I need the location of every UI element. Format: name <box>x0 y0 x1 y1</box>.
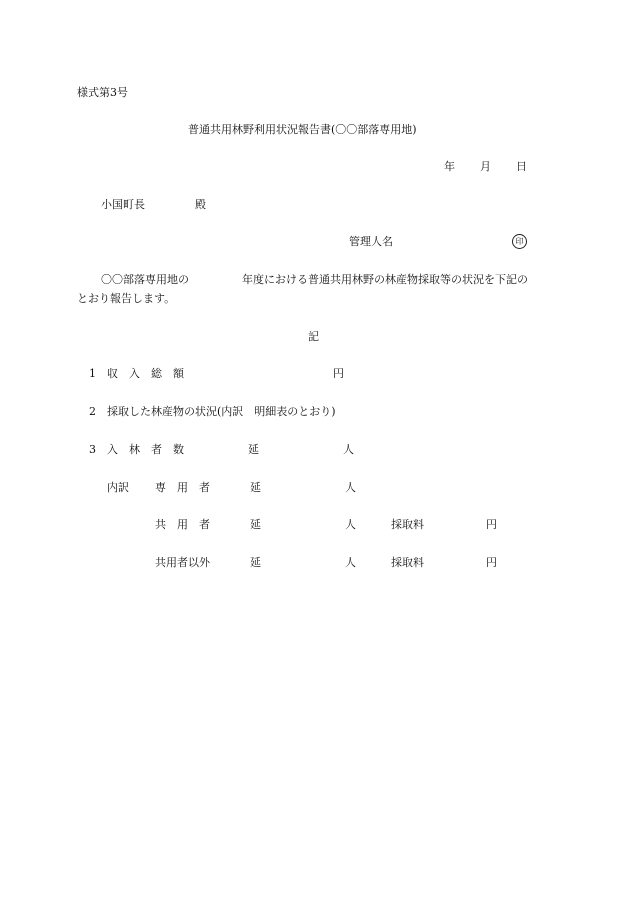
item2-number: 2 <box>89 405 96 418</box>
item3-nobe: 延 <box>248 443 259 456</box>
item1-unit: 円 <box>333 367 344 380</box>
item1-label: 収 入 総 額 <box>107 367 184 380</box>
row-other-label: 共用者以外 <box>155 556 210 569</box>
item3-label: 入 林 者 数 <box>107 443 184 456</box>
row-kyoyosha-nobe: 延 <box>250 518 261 531</box>
item2-label: 採取した林産物の状況(内訳 明細表のとおり) <box>107 405 336 418</box>
row-other-nobe: 延 <box>250 556 261 569</box>
body-text-line2: とおり報告します。 <box>77 292 176 305</box>
addressee-name: 小国町長 <box>101 198 145 211</box>
row-senyosha-unit: 人 <box>345 481 356 494</box>
breakdown-label: 内訳 <box>107 481 129 494</box>
date-day: 日 <box>516 160 527 173</box>
manager-label: 管理人名 <box>349 235 393 248</box>
item1-number: 1 <box>89 367 96 380</box>
addressee-honorific: 殿 <box>195 198 206 211</box>
row-other-fee-unit: 円 <box>486 556 497 569</box>
item3-unit: 人 <box>343 443 354 456</box>
row-kyoyosha-fee-label: 採取料 <box>391 518 424 531</box>
row-kyoyosha-fee-unit: 円 <box>486 518 497 531</box>
row-kyoyosha-label: 共 用 者 <box>155 518 210 531</box>
row-senyosha-label: 専 用 者 <box>155 481 210 494</box>
ki-heading: 記 <box>308 330 319 343</box>
row-senyosha-nobe: 延 <box>250 481 261 494</box>
date-year: 年 <box>444 160 455 173</box>
document-title: 普通共用林野利用状況報告書(〇〇部落専用地) <box>188 123 417 136</box>
item3-number: 3 <box>89 443 96 456</box>
body-text-part2: 年度における普通共用林野の林産物採取等の状況を下記の <box>242 273 528 286</box>
date-month: 月 <box>480 160 491 173</box>
form-number: 様式第3号 <box>77 86 128 99</box>
seal-mark-icon: 印 <box>512 234 527 249</box>
body-text-part1: 〇〇部落専用地の <box>101 273 189 286</box>
row-other-fee-label: 採取料 <box>391 556 424 569</box>
row-kyoyosha-unit: 人 <box>345 518 356 531</box>
row-other-unit: 人 <box>345 556 356 569</box>
